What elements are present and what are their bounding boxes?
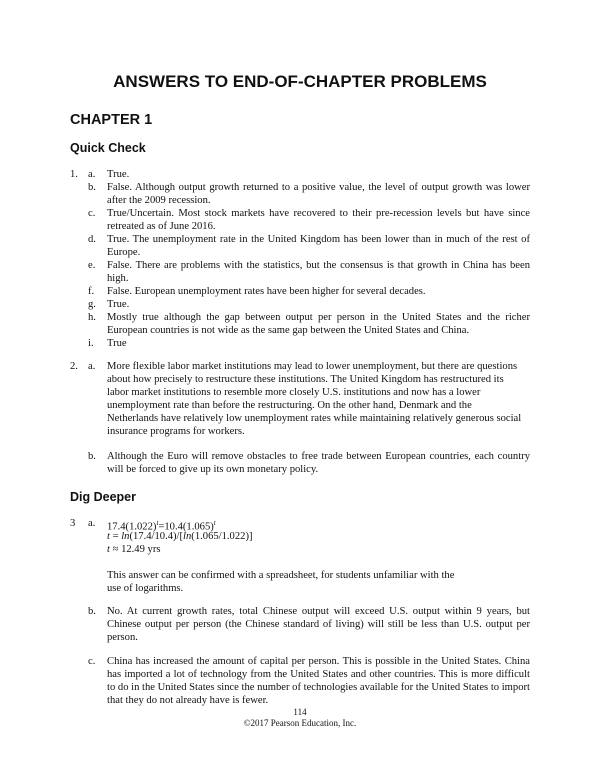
- answer-1b-text: False. Although output growth returned to a positive value, the level of output growth was lower after the 2009 recession.: [107, 182, 530, 206]
- answer-1h-text: Mostly true although the gap between output per person in the United States and the richer European countries is not wide as the same gap between the United States and China.: [107, 312, 530, 336]
- answer-1a-text: True.: [107, 169, 130, 180]
- answer-1e-label: e.: [88, 260, 96, 271]
- answer-2a-line-1: More flexible labor market institutions may lead to lower unemployment, but there are questions: [107, 361, 518, 372]
- answer-1d-text: True. The unemployment rate in the United Kingdom has been lower than in much of the rest of Europe.: [107, 234, 530, 258]
- copyright-notice: ©2017 Pearson Education, Inc.: [243, 718, 357, 728]
- answer-2a-line-2: about how precisely to restructure these institutions. The United Kingdom has restructured its: [107, 374, 504, 385]
- answer-2a-line-5: Netherlands have relatively low unemployment rates while maintaining relatively generous social: [107, 413, 522, 424]
- question-1-number: 1.: [70, 169, 78, 180]
- answer-3a-label: a.: [88, 518, 96, 529]
- equation-line-1: $17.4(1.022)^t=10.4(1.065)^t$: [107, 519, 216, 533]
- answer-1i-label: i.: [88, 338, 94, 349]
- question-3-number: 3: [70, 518, 76, 529]
- answer-1c-label: c.: [88, 208, 96, 219]
- answer-1e-text: False. There are problems with the statistics, but the consensus is that growth in China has been high.: [107, 260, 530, 284]
- answer-2a-line-3: labor market institutions to resemble more closely U.S. institutions and now has a lower: [107, 387, 481, 398]
- answer-3b-label: b.: [88, 606, 96, 617]
- answer-3c-label: c.: [88, 656, 96, 667]
- answer-3a-note: This answer can be confirmed with a spreadsheet, for students unfamiliar with the use of logarithms.: [107, 570, 455, 594]
- answer-1g-label: g.: [88, 299, 96, 310]
- answer-1h-label: h.: [88, 312, 96, 323]
- equation-line-2: t = ln(17.4/10.4)/[ln(1.065/1.022)]: [107, 531, 253, 542]
- section-heading-quick-check: Quick Check: [70, 141, 146, 155]
- answer-2b-text: Although the Euro will remove obstacles to free trade between European countries, each country will be forced to give up its own monetary policy.: [107, 451, 530, 475]
- chapter-heading: CHAPTER 1: [70, 112, 153, 128]
- answer-3b-text: No. At current growth rates, total Chinese output will exceed U.S. output within 9 years, but Chinese output per person (the Chinese standard of living) will still be less than U.S. output per person.: [107, 606, 530, 643]
- answer-1b-label: b.: [88, 182, 96, 193]
- answer-2a-label: a.: [88, 361, 96, 372]
- answer-2a-line-6: insurance programs for workers.: [107, 426, 245, 437]
- answer-1d-label: d.: [88, 234, 96, 245]
- section-heading-dig-deeper: Dig Deeper: [70, 490, 136, 504]
- answer-1g-text: True.: [107, 299, 130, 310]
- page-title: ANSWERS TO END-OF-CHAPTER PROBLEMS: [113, 72, 487, 91]
- answer-1i-text: True: [107, 338, 127, 349]
- answer-1c-text: True/Uncertain. Most stock markets have recovered to their pre-recession levels but have since retreated as of June 2016.: [107, 208, 530, 232]
- answer-2b-label: b.: [88, 451, 96, 462]
- answer-1f-text: False. European unemployment rates have been higher for several decades.: [107, 286, 426, 297]
- answer-2a-line-4: unemployment rate than before the restructuring. On the other hand, Denmark and the: [107, 400, 472, 411]
- answer-1a-label: a.: [88, 169, 96, 180]
- equation-line-3: t ≈ 12.49 yrs: [107, 544, 161, 555]
- answer-1f-label: f.: [88, 286, 95, 297]
- answer-3c-text: China has increased the amount of capital per person. This is possible in the United States. China has imported a lot of technology from the United States and other countries. This is more difficult to do in the United States since the number of technologies available for the United States to import that they do not already have is fewer.: [107, 656, 530, 706]
- question-2-number: 2.: [70, 361, 78, 372]
- page-number: 114: [293, 707, 307, 717]
